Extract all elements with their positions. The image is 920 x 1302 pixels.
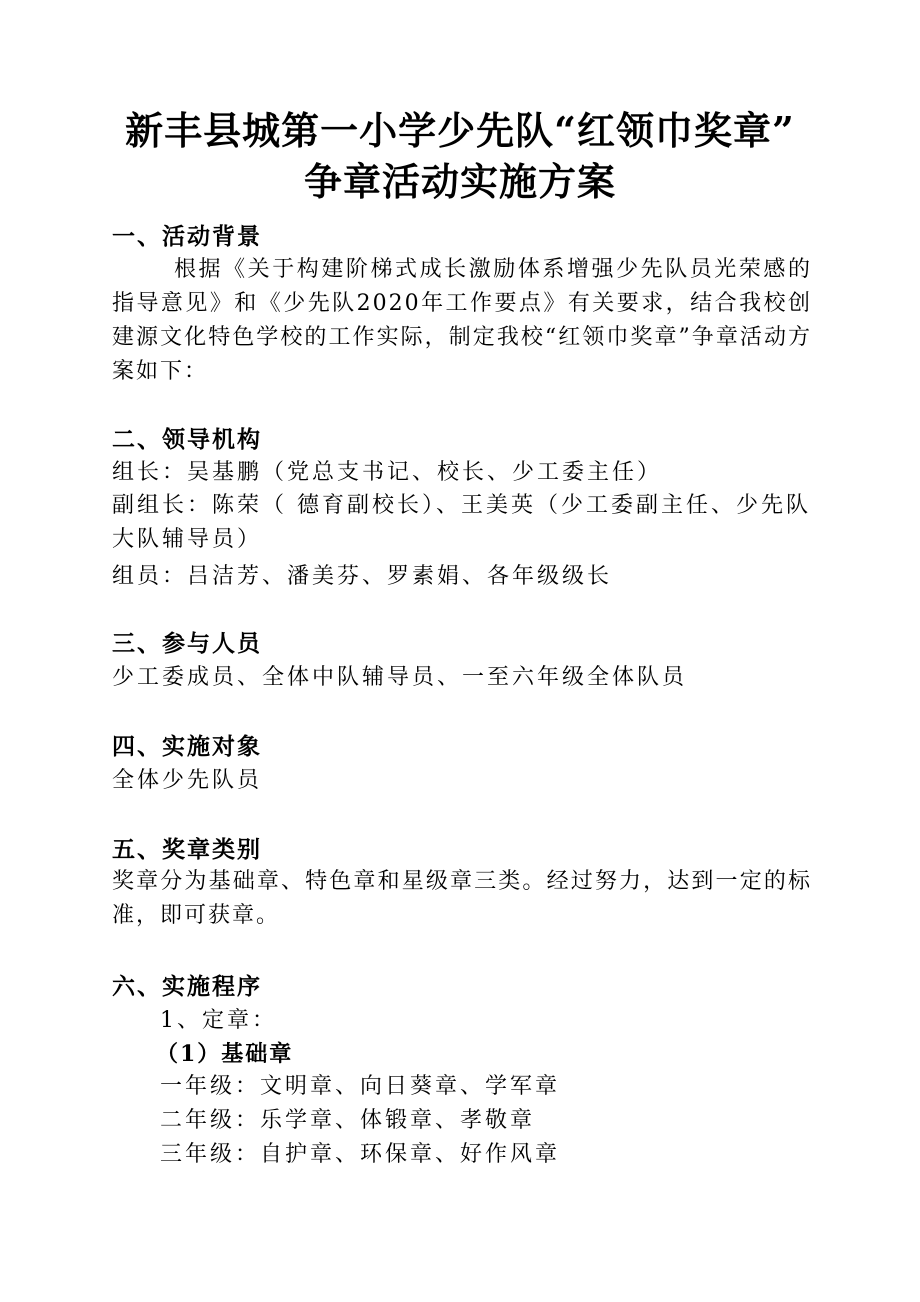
- participants-line: 少工委成员、全体中队辅导员、一至六年级全体队员: [112, 665, 688, 690]
- basic-badge-heading: （1）基础章: [156, 1041, 294, 1067]
- categories-paragraph: 奖章分为基础章、特色章和星级章三类。经过努力，达到一定的标准，即可获章。: [112, 869, 812, 928]
- members-line: 组员：吕洁芳、潘美芬、罗素娟、各年级级长: [112, 564, 613, 589]
- targets-line: 全体少先队员: [112, 768, 263, 793]
- grade-3-badges: 三年级：自护章、环保章、好作风章: [160, 1142, 561, 1167]
- document-title-line-1: 新丰县城第一小学少先队“红领巾奖章”: [125, 108, 795, 153]
- leader-line: 组长：吴基鹏（党总支书记、校长、少工委主任）: [112, 460, 663, 485]
- grade-1-badges: 一年级：文明章、向日葵章、学军章: [160, 1074, 561, 1099]
- section-heading-targets: 四、实施对象: [112, 733, 262, 760]
- section-heading-procedure: 六、实施程序: [112, 973, 262, 1000]
- background-paragraph: 根据《关于构建阶梯式成长激励体系增强少先队员光荣感的指导意见》和《少先队2020年工作要点》有关要求，结合我校创建源文化特色学校的工作实际，制定我校“红领巾奖章”争章活动方案如下：: [112, 257, 812, 384]
- section-heading-categories: 五、奖章类别: [112, 836, 262, 863]
- grade-2-badges: 二年级：乐学章、体锻章、孝敬章: [160, 1108, 536, 1133]
- procedure-step-1: 1、定章：: [160, 1008, 277, 1033]
- section-heading-background: 一、活动背景: [112, 223, 262, 250]
- section-heading-leadership: 二、领导机构: [112, 426, 262, 453]
- deputy-leader-line: 副组长：陈荣（ 德育副校长）、王美英（少工委副主任、少先队大队辅导员）: [112, 493, 811, 552]
- section-heading-participants: 三、参与人员: [112, 630, 262, 657]
- document-title-line-2: 争章活动实施方案: [303, 159, 616, 204]
